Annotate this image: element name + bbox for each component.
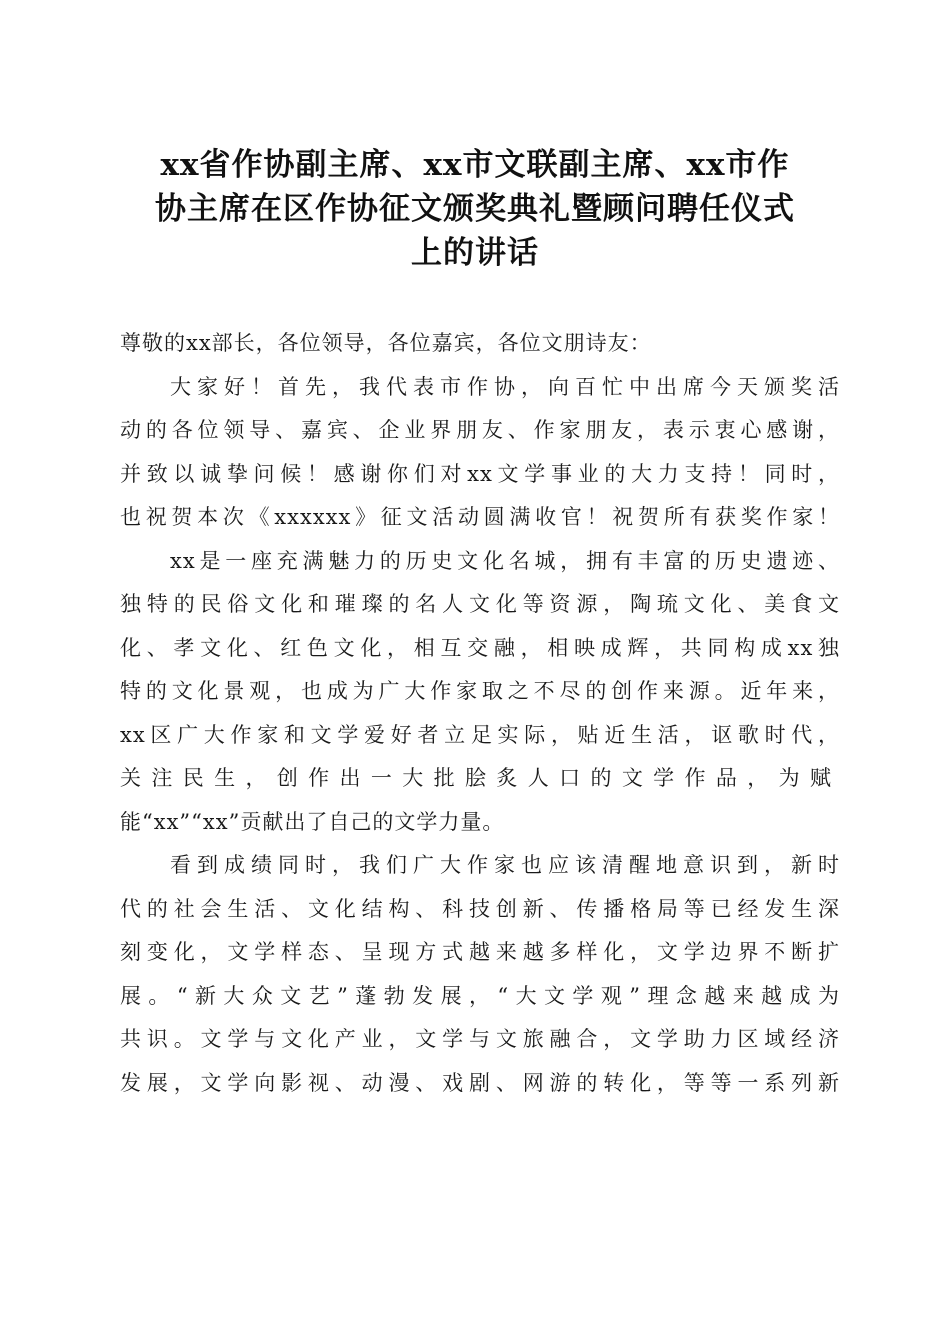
paragraph-line: 发展，文学向影视、动漫、戏剧、网游的转化，等等一系列新 [120,1070,840,1095]
paragraph-line: 动的各位领导、嘉宾、企业界朋友、作家朋友，表示衷心感谢， [120,418,840,442]
title-line: 协主席在区作协征文颁奖典礼暨顾问聘任仪式 [155,191,795,227]
paragraph-line: 并致以诚挚问候！感谢你们对xx文学事业的大力支持！同时， [120,461,840,486]
paragraph-line: 独特的民俗文化和璀璨的名人文化等资源，陶琉文化、美食文 [120,592,840,616]
paragraph-line: xx是一座充满魅力的历史文化名城，拥有丰富的历史遗迹、 [170,548,840,573]
salutation: 尊敬的xx部长，各位领导，各位嘉宾，各位文朋诗友： [120,331,652,355]
paragraph-line: 看到成绩同时，我们广大作家也应该清醒地意识到，新时 [170,853,840,877]
paragraph-line: 关注民生，创作出一大批脍炙人口的文学作品，为赋 [120,766,840,790]
document-title [110,143,840,275]
paragraph-line: 共识。文学与文化产业，文学与文旅融合，文学助力区域经济 [120,1027,840,1051]
paragraph-2 [120,540,840,845]
paragraph-line: 刻变化，文学样态、呈现方式越来越多样化，文学边界不断扩 [120,940,840,964]
paragraph-1 [120,366,840,540]
paragraph-line: xx区广大作家和文学爱好者立足实际，贴近生活，讴歌时代， [120,722,840,747]
paragraph-line: 化、孝文化、红色文化，相互交融，相映成辉，共同构成xx独 [120,635,840,660]
title-line: 上的讲话 [411,235,539,271]
document-body [120,322,840,1105]
paragraph-line: 代的社会生活、文化结构、科技创新、传播格局等已经发生深 [120,896,840,921]
paragraph-line: 能“xx”“xx”贡献出了自己的文学力量。 [120,809,505,834]
title-line: xx省作协副主席、xx市文联副主席、xx市作 [160,147,790,183]
paragraph-line: 展。“新大众文艺”蓬勃发展，“大文学观”理念越来越成为 [120,983,840,1008]
paragraph-line: 大家好！首先，我代表市作协，向百忙中出席今天颁奖活 [170,374,840,399]
paragraph-line: 也祝贺本次《xxxxxx》征文活动圆满收官！祝贺所有获奖作家！ [120,505,840,529]
paragraph-line: 特的文化景观，也成为广大作家取之不尽的创作来源。近年来， [120,679,840,703]
paragraph-3 [120,844,840,1105]
